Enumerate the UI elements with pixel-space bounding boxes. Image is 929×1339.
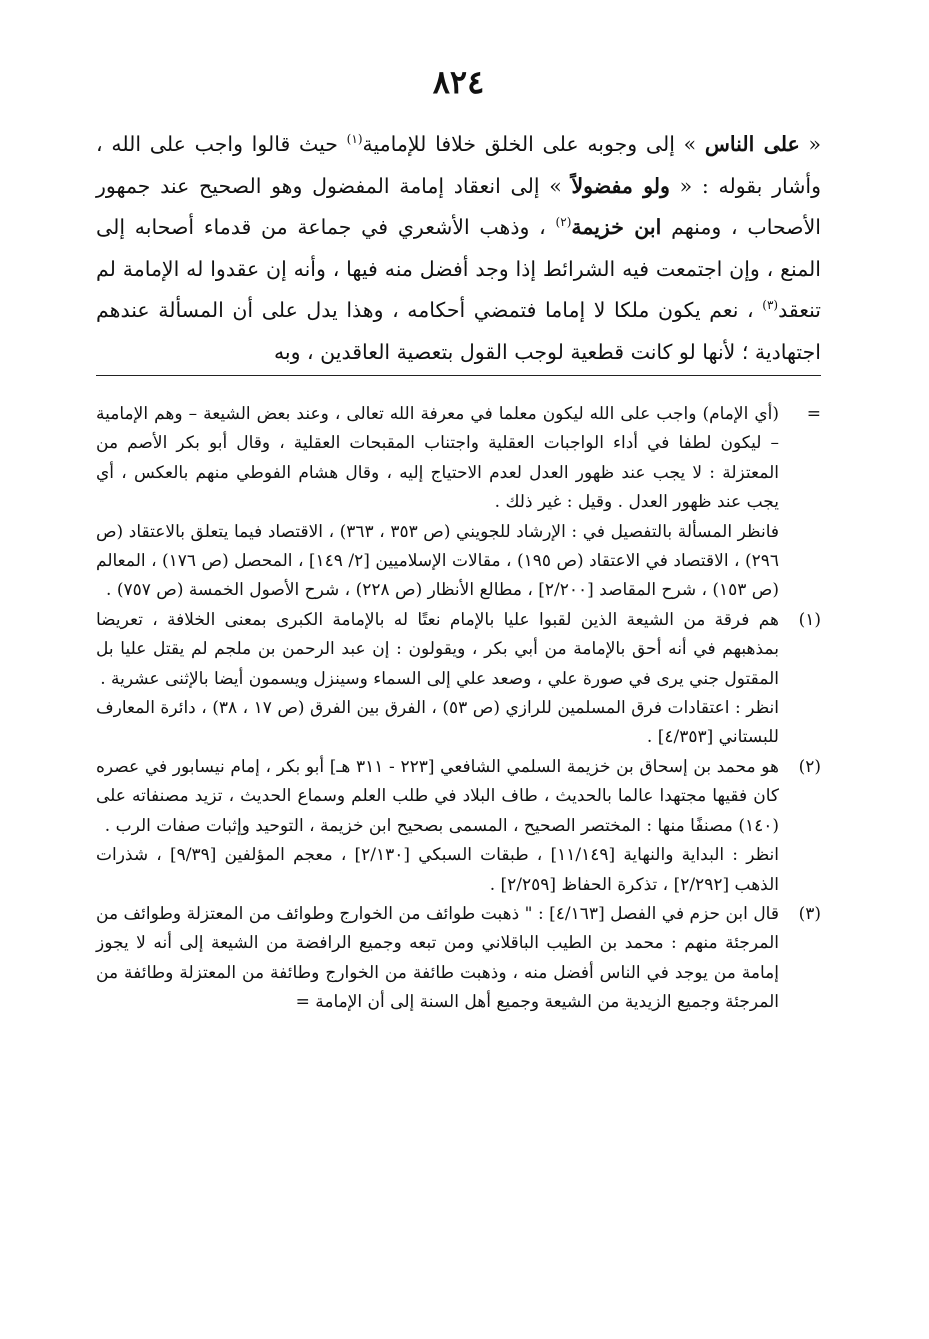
footnote-paragraph: انظر : اعتقادات فرق المسلمين للرازي (ص ٥٣) ، الفرق بين الفرق (ص ١٧ ، ٣٨) ، دائرة المعارف للبستاني [٤/٣٥٣] . (96, 698, 779, 748)
text-run: حيث قالوا واجب على الله ، وأشار بقوله : « (96, 132, 821, 198)
footnote-marker: (١) (798, 609, 821, 630)
footnote-paragraph: هم فرقة من الشيعة الذين لقبوا عليا بالإمام نعتًا له بالإمامة الكبرى بمعنى الخلافة ، تعريضا بمذهبهم في أنه أحق بالإمامة من أبي بكر ، ويقولون : إن عبد الرحمن بن ملجم لم يقتل عليا بل المقتول جني يرى في صورة علي ، وصعد علي إلى السماء وسينزل ويسمون أيضا بالإثنى عشرية . (96, 609, 779, 689)
footnote-marker: = (806, 404, 821, 424)
bold-phrase: ولو مفضولاً (571, 173, 670, 198)
footnote-2 (96, 753, 821, 900)
footnote-paragraph: انظر : البداية والنهاية [١١/١٤٩] ، طبقات السبكي [٢/١٣٠] ، معجم المؤلفين [٩/٣٩] ، شذرات الذهب [٢/٢٩٢] ، تذكرة الحفاظ [٢/٢٥٩] . (96, 845, 779, 895)
bold-phrase: ابن خزيمة (571, 215, 662, 239)
footnote-1 (96, 606, 821, 753)
footnote-ref: (٣) (762, 298, 779, 313)
footnote-body (96, 606, 779, 753)
footnote-ref: (١) (346, 132, 363, 147)
footnotes (96, 400, 821, 1018)
text-run: « (799, 132, 821, 156)
text-run: » إلى انعقاد إمامة المفضول وهو الصحيح عند جمهور الأصحاب ، ومنهم (96, 173, 821, 239)
footnote-separator (96, 375, 821, 376)
text-run: ، نعم يكون ملكا لا إماما فتمضي أحكامه ، وهذا يدل على أن المسألة عندهم اجتهادية ؛ لأنها لو كانت قطعية لوجب القول بتعصية العاقدين ، وبه (96, 298, 821, 364)
main-paragraph (96, 124, 821, 373)
footnote-ref: (٢) (555, 215, 572, 230)
footnote-paragraph: هو محمد بن إسحاق بن خزيمة السلمي الشافعي [٢٢٣ - ٣١١ هـ] أبو بكر ، إمام نيسابور في عصره كان فقيها مجتهدا عالما بالحديث ، طاف البلاد في طلب العلم وسماع الحديث ، تزيد مصنفاته على (١٤٠) مصنفًا منها : المختصر الصحيح ، المسمى بصحيح ابن خزيمة ، التوحيد وإثبات صفات الرب . (96, 756, 779, 836)
page-number: ٨٢٤ (432, 63, 485, 101)
footnote-paragraph: (أي الإمام) واجب على الله ليكون معلما في معرفة الله تعالى ، وعند بعض الشيعة – وهم الإمامية – ليكون لطفا في أداء الواجبات العقلية واجتناب المقبحات العقلية ، وقال أبو بكر الأصم من المعتزلة : لا يجب عند ظهور العدل لعدم الاحتياج إليه ، وقال هشام الفوطي منهم بالعكس ، أي يجب عند ظهور العدل . وقيل : غير ذلك . (96, 404, 779, 513)
text-run: » إلى وجوبه على الخلق خلافا للإمامية (362, 132, 705, 156)
footnote-body (96, 400, 779, 606)
footnote-body (96, 753, 779, 900)
main-text (96, 124, 821, 373)
footnote-paragraph: قال ابن حزم في الفصل [٤/١٦٣] : " ذهبت طوائف من الخوارج وطوائف من المعتزلة وطوائف من المرجئة منهم : محمد بن الطيب الباقلاني ومن تبعه وجميع الرافضة من الشيعة إلى أنه لا يجوز إمامة من يوجد في الناس أفضل منه ، وذهبت طائفة من الخوارج وطائفة من المعتزلة وطائفة من المرجئة وجميع الزيدية من الشيعة وجميع أهل السنة إلى أن الإمامة = (96, 903, 779, 1013)
footnote-body (96, 900, 779, 1018)
text-run: ، وذهب الأشعري في جماعة من قدماء أصحابه إلى المنع ، وإن اجتمعت فيه الشرائط إذا وجد أفضل منه فيها ، وأنه إن عقدوا له الإمامة لم تنعقد (96, 215, 821, 322)
bold-phrase: على الناس (704, 132, 800, 156)
footnote-3 (96, 900, 821, 1018)
footnote-paragraph: فانظر المسألة بالتفصيل في : الإرشاد للجويني (ص ٣٥٣ ، ٣٦٣) ، الاقتصاد فيما يتعلق بالاعتقاد (ص ٢٩٦) ، الاقتصاد في الاعتقاد (ص ١٩٥) ، مقالات الإسلاميين [٢/ ١٤٩] ، المحصل (ص ١٧٦) ، المعالم (ص ١٥٣) ، شرح المقاصد [٢/٢٠٠] ، مطالع الأنظار (ص ٢٢٨) ، شرح الأصول الخمسة (ص ٧٥٧) . (96, 521, 780, 601)
footnote-continued (96, 400, 821, 606)
footnote-marker: (٣) (798, 903, 821, 924)
footnote-marker: (٢) (798, 756, 821, 777)
